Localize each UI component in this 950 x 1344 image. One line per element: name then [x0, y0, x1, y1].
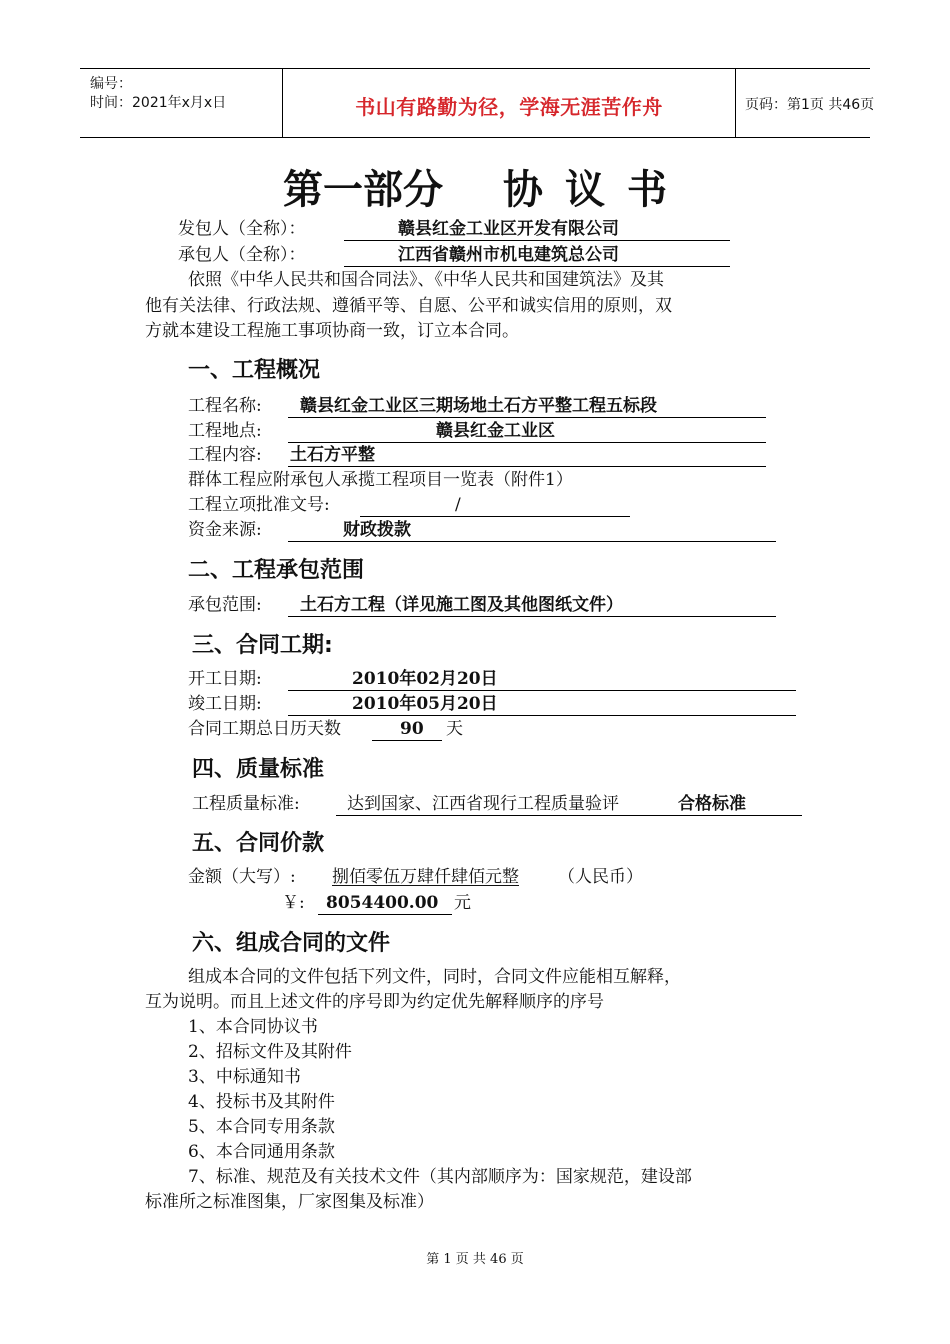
section-6-heading: 六、组成合同的文件: [192, 931, 391, 956]
section-1-heading: 一、工程概况: [188, 358, 321, 383]
list-item: 1、本合同协议书: [188, 1017, 318, 1037]
title-char-1: 协: [503, 167, 543, 213]
approval-number-underline: [360, 494, 630, 517]
header-motto: 书山有路勤为径，学海无涯苦作舟: [355, 95, 663, 119]
contractor-value: 江西省赣州市机电建筑总公司: [398, 245, 619, 265]
fund-source-label: 资金来源:: [188, 520, 262, 540]
start-date-label: 开工日期:: [188, 669, 262, 689]
intro-line-1: 依照《中华人民共和国合同法》、《中华人民共和国建筑法》及其: [188, 270, 664, 290]
employer-value: 赣县红金工业区开发有限公司: [398, 219, 619, 239]
list-item: 2、招标文件及其附件: [188, 1042, 352, 1062]
header-right-cell: [735, 69, 875, 137]
fund-source-value: 财政拨款: [343, 520, 411, 540]
contractor-label: 承包人（全称）：: [178, 245, 306, 265]
header-page-info: 页码：第1页 共46页: [745, 97, 875, 113]
total-days-unit: 天: [446, 719, 463, 739]
list-item: 5、本合同专用条款: [188, 1117, 335, 1137]
intro-line-3: 方就本建设工程施工事项协商一致，订立本合同。: [145, 321, 519, 341]
amount-yen-label: ￥:: [282, 893, 305, 913]
project-location-value: 赣县红金工业区: [436, 421, 555, 441]
employer-label: 发包人（全称）：: [178, 219, 306, 239]
intro-line-2: 他有关法律、行政法规、遵循平等、自愿、公平和诚实信用的原则，双: [145, 296, 672, 316]
amount-words-value: 捌佰零伍万肆仟肆佰元整: [332, 867, 519, 887]
doc-time-label: 时间：2021年x月x日: [90, 95, 227, 111]
document-title: [0, 158, 950, 215]
amount-words-label: 金额（大写）:: [188, 867, 296, 887]
quality-standard-value-b: 合格标准: [678, 794, 746, 814]
approval-number-value: /: [455, 495, 461, 515]
total-days-value: 90: [400, 719, 424, 739]
scope-value: 土石方工程（详见施工图及其他图纸文件）: [300, 595, 623, 615]
project-location-label: 工程地点:: [188, 421, 262, 441]
total-days-label: 合同工期总日历天数: [188, 719, 341, 739]
list-item: 6、本合同通用条款: [188, 1142, 335, 1162]
quality-standard-value-a: 达到国家、江西省现行工程质量验评: [347, 794, 619, 814]
project-name-label: 工程名称:: [188, 396, 262, 416]
section-4-heading: 四、质量标准: [192, 757, 325, 782]
page-header: [80, 68, 875, 138]
project-name-value: 赣县红金工业区三期场地土石方平整工程五标段: [300, 396, 657, 416]
header-left-cell: [80, 69, 282, 137]
project-content-label: 工程内容:: [188, 445, 262, 465]
section-3-heading: 三、合同工期:: [192, 633, 333, 658]
approval-number-label: 工程立项批准文号:: [188, 495, 330, 515]
list-item-continuation: 标准所之标准图集，厂家图集及标准）: [145, 1192, 434, 1212]
page-footer: 第 1 页 共 46 页: [426, 1252, 524, 1267]
end-date-value: 2010年05月20日: [352, 694, 498, 714]
start-date-value: 2010年02月20日: [352, 669, 498, 689]
project-content-value: 土石方平整: [290, 445, 375, 465]
section-2-heading: 二、工程承包范围: [188, 558, 365, 583]
sec6-para-line-2: 互为说明。而且上述文件的序号即为约定优先解释顺序的序号: [145, 992, 604, 1012]
list-item: 3、中标通知书: [188, 1067, 301, 1087]
group-project-note: 群体工程应附承包人承揽工程项目一览表（附件1）: [188, 470, 573, 490]
amount-unit: 元: [454, 893, 471, 913]
title-char-2: 议: [565, 167, 605, 213]
title-char-3: 书: [627, 167, 667, 213]
amount-number-value: 8054400.00: [326, 893, 439, 913]
scope-label: 承包范围:: [188, 595, 262, 615]
sec6-para-line-1: 组成本合同的文件包括下列文件，同时，合同文件应能相互解释，: [188, 967, 681, 987]
quality-standard-label: 工程质量标准:: [192, 794, 300, 814]
amount-currency: （人民币）: [558, 867, 643, 887]
list-item: 4、投标书及其附件: [188, 1092, 335, 1112]
end-date-label: 竣工日期:: [188, 694, 262, 714]
title-part: 第一部分: [283, 167, 443, 213]
header-middle-cell: [282, 69, 736, 137]
doc-number-label: 编号：: [90, 76, 132, 92]
list-item: 7、标准、规范及有关技术文件（其内部顺序为：国家规范，建设部: [188, 1167, 692, 1187]
section-5-heading: 五、合同价款: [192, 831, 325, 856]
